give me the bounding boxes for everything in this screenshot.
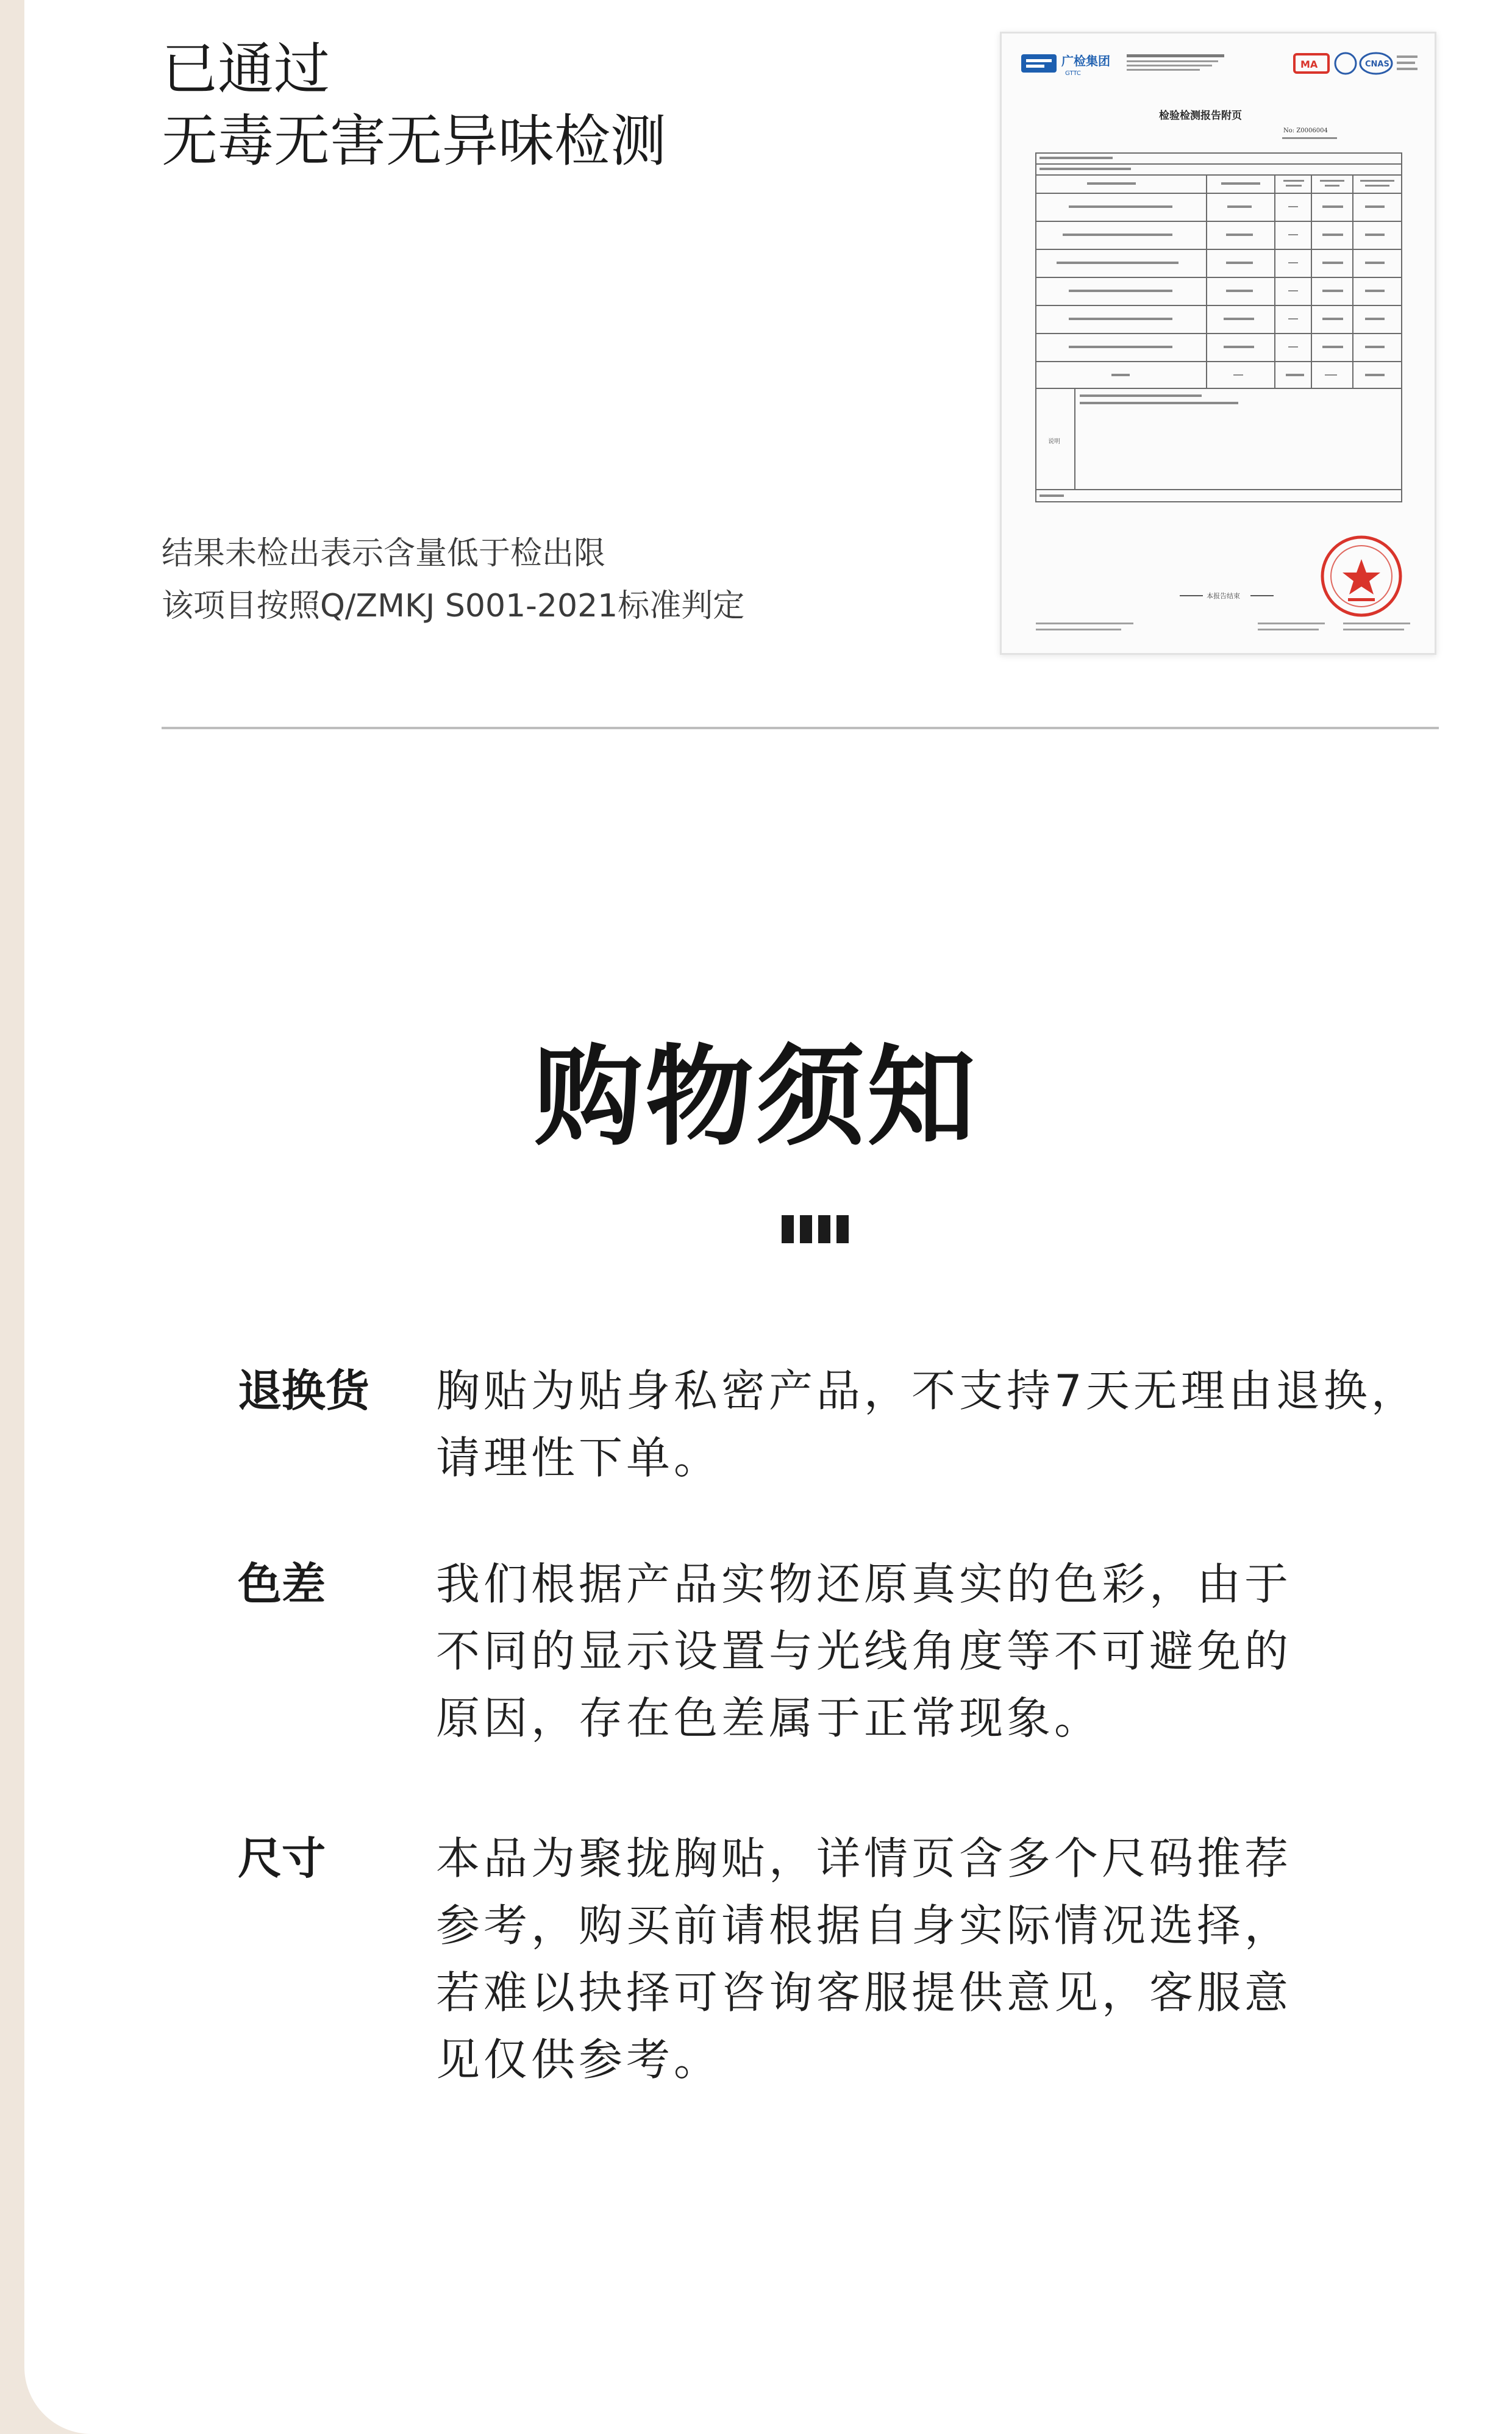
test-notes (162, 527, 744, 632)
notice-color-text (436, 1551, 1512, 1752)
notice-line: 请理性下单。 (436, 1432, 722, 1483)
cma-logo-icon (1294, 54, 1328, 73)
cert-brand: 广检集团 (1061, 54, 1110, 68)
test-passed-headline (162, 34, 666, 177)
test-report-image (1000, 32, 1436, 655)
headline-line-1: 已通过 (162, 37, 330, 102)
notice-line: 不同的显示设置与光线角度等不可避免的 (436, 1626, 1293, 1677)
notice-line: 若难以抉择可咨询客服提供意见，客服意 (436, 1967, 1293, 2018)
notice-line: 见仅供参考。 (436, 2034, 722, 2085)
red-seal-icon (1322, 537, 1400, 615)
cert-title: 检验检测报告附页 (1159, 110, 1242, 122)
notice-size-text (436, 1825, 1512, 2093)
cnas-logo-icon (1335, 53, 1392, 74)
cert-footer-mark: 本报告结束 (1207, 592, 1240, 600)
cert-brand-sub: GTTC (1065, 70, 1081, 77)
notice-size-label: 尺寸 (238, 1833, 326, 1884)
notice-color-label: 色差 (238, 1558, 326, 1610)
test-note-1: 结果未检出表示含量低于检出限 (162, 535, 606, 572)
section-divider (162, 727, 1439, 729)
test-note-2: 该项目按照Q/ZMKJ S001-2021标准判定 (162, 588, 745, 624)
notice-returns-label: 退换货 (238, 1365, 370, 1416)
cert-table (1036, 153, 1402, 502)
title-ornament-icon (782, 1215, 849, 1243)
notice-line: 本品为聚拢胸贴，详情页含多个尺码推荐 (436, 1833, 1293, 1884)
notice-returns-text (436, 1357, 1512, 1491)
cert-remark-label: 说明 (1048, 438, 1060, 445)
cert-report-no: No: Z0006004 (1283, 127, 1328, 134)
gttc-logo-icon (1021, 54, 1057, 73)
notice-line: 我们根据产品实物还原真实的色彩，由于 (436, 1558, 1293, 1610)
shopping-notice-title: 购物须知 (534, 1034, 978, 1160)
headline-line-2: 无毒无害无异味检测 (162, 109, 667, 174)
notice-line: 参考，购买前请根据自身实际情况选择， (436, 1900, 1293, 1951)
cert-logo-cnas: CNAS (1365, 60, 1389, 69)
notice-line: 胸贴为贴身私密产品，不支持7天无理由退换， (436, 1365, 1419, 1416)
cert-logo-ma: MA (1300, 59, 1318, 70)
notice-line: 原因，存在色差属于正常现象。 (436, 1693, 1102, 1744)
